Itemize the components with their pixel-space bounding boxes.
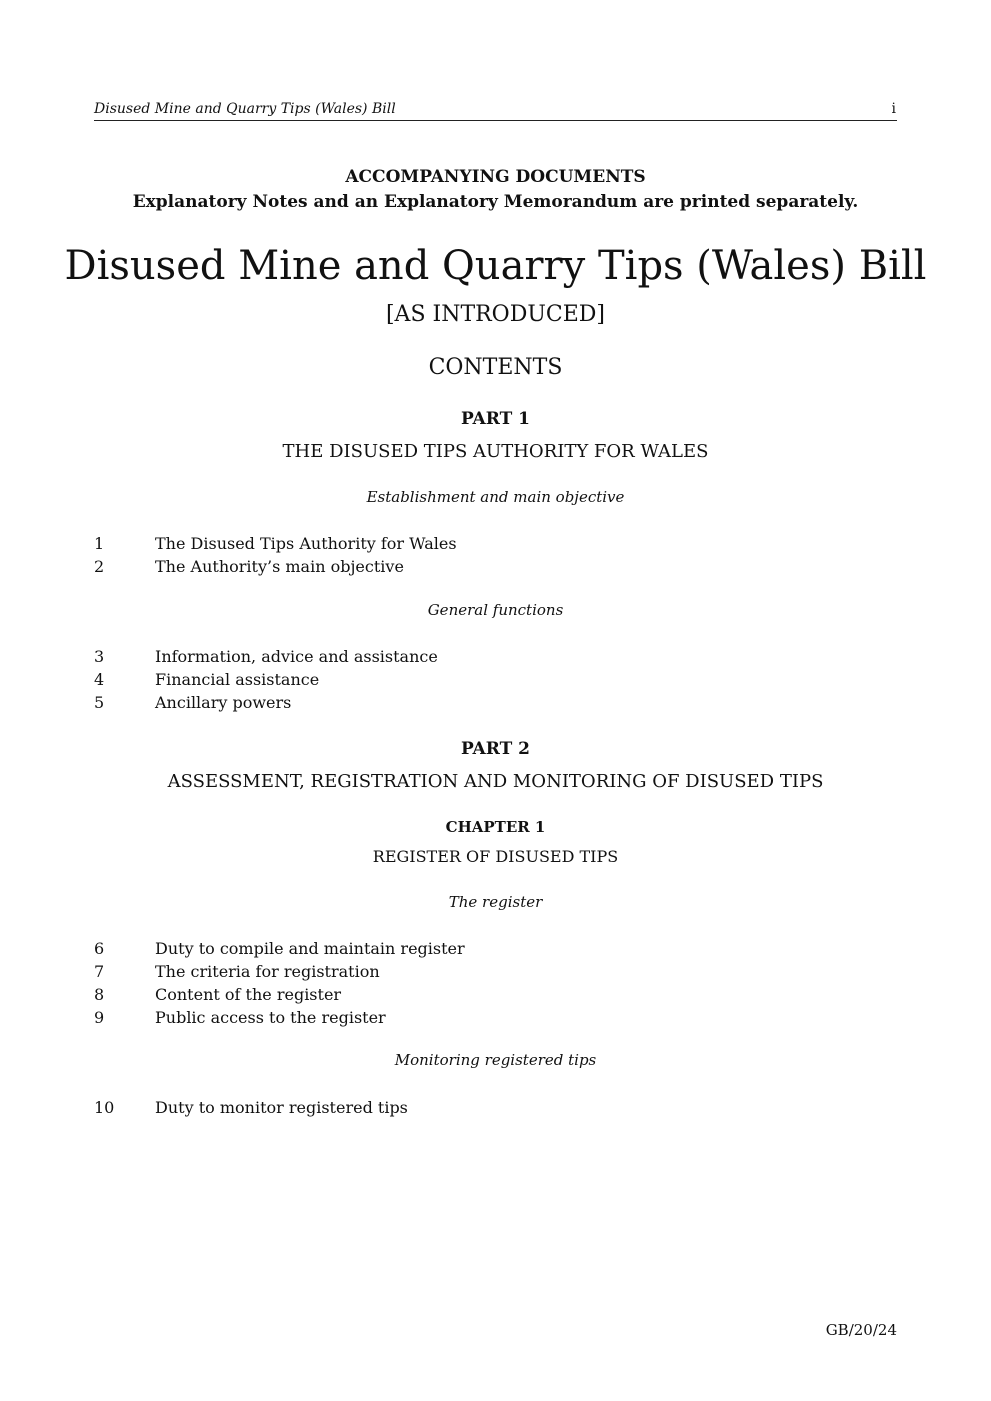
part-2-heading: ASSESSMENT, REGISTRATION AND MONITORING OF DISUSED TIPS — [167, 771, 824, 792]
toc-item-number: 7 — [94, 962, 105, 981]
part-1-heading: THE DISUSED TIPS AUTHORITY FOR WALES — [282, 441, 709, 462]
group-heading-establishment: Establishment and main objective — [366, 488, 625, 506]
document-code: GB/20/24 — [825, 1321, 897, 1339]
toc-item-title: Public access to the register — [155, 1008, 386, 1027]
running-header-title: Disused Mine and Quarry Tips (Wales) Bill — [94, 101, 396, 117]
toc-item-number: 6 — [94, 939, 105, 958]
page-number: i — [891, 101, 896, 117]
toc-item-number: 2 — [94, 557, 105, 576]
part-1-label: PART 1 — [461, 409, 530, 429]
toc-item-number: 4 — [94, 670, 105, 689]
running-header — [94, 101, 897, 121]
toc-item-title: The Disused Tips Authority for Wales — [155, 534, 457, 553]
bill-status: [AS INTRODUCED] — [385, 302, 606, 327]
toc-item-title: Content of the register — [155, 985, 342, 1004]
toc-item-title: Information, advice and assistance — [155, 647, 438, 666]
toc-item-number: 5 — [94, 693, 105, 712]
chapter-1-heading: REGISTER OF DISUSED TIPS — [372, 847, 619, 866]
toc-item-number: 1 — [94, 534, 105, 553]
chapter-1-label: CHAPTER 1 — [445, 818, 546, 836]
toc-item-title: The Authority’s main objective — [155, 557, 404, 576]
group-heading-monitoring: Monitoring registered tips — [394, 1051, 597, 1069]
toc-item-title: Duty to compile and maintain register — [155, 939, 465, 958]
toc-item-number: 10 — [94, 1098, 115, 1117]
toc-item-title: Financial assistance — [155, 670, 320, 689]
toc-item-number: 3 — [94, 647, 105, 666]
toc-item-title: Ancillary powers — [155, 693, 292, 712]
accompanying-documents-title: ACCOMPANYING DOCUMENTS — [345, 167, 646, 187]
toc-item-title: Duty to monitor registered tips — [155, 1098, 408, 1117]
toc-item-number: 9 — [94, 1008, 105, 1027]
part-2-label: PART 2 — [461, 739, 530, 759]
accompanying-documents-note: Explanatory Notes and an Explanatory Memorandum are printed separately. — [132, 192, 859, 212]
bill-title: Disused Mine and Quarry Tips (Wales) Bill — [64, 243, 927, 289]
group-heading-the-register: The register — [448, 893, 543, 911]
toc-item-title: The criteria for registration — [155, 962, 380, 981]
toc-item-number: 8 — [94, 985, 105, 1004]
contents-heading: CONTENTS — [428, 355, 563, 380]
group-heading-general-functions: General functions — [427, 601, 564, 619]
